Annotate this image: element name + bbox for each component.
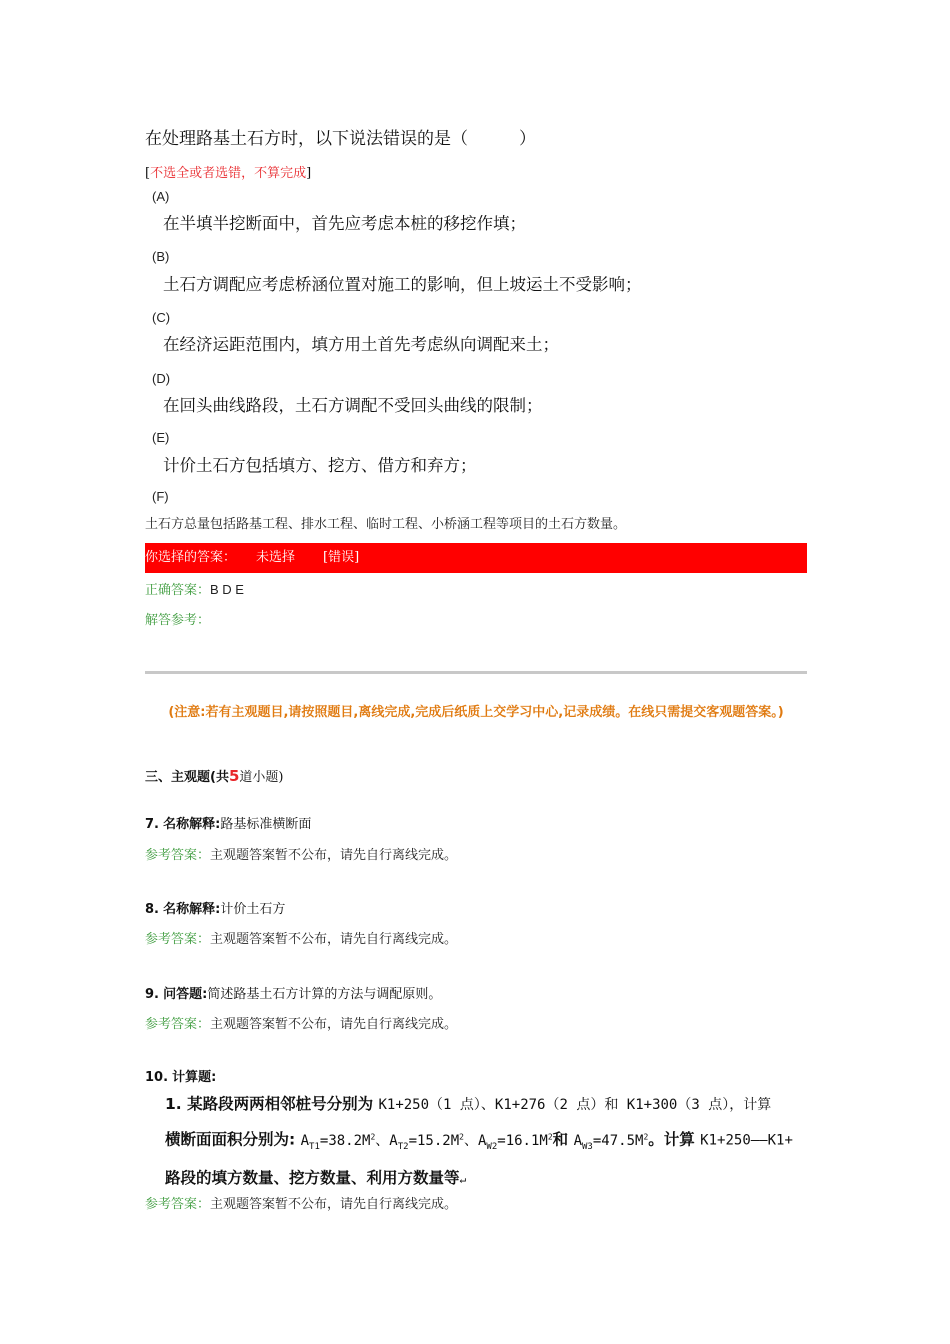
question-note-text: 不选全或者选错，不算完成 [150, 166, 307, 181]
calc-line-3: 路段的填方数量、挖方数量、利用方数量等↵ [165, 1169, 467, 1188]
section-count: 5 [228, 767, 240, 785]
subjective-answer-10: 参考答案：主观题答案暂不公布，请先自行离线完成。 [145, 1197, 458, 1212]
divider [145, 671, 807, 674]
option-letter-d: (D) [152, 371, 171, 386]
option-letter-e: (E) [152, 430, 170, 445]
option-text-d: 在回头曲线路段，土石方调配不受回头曲线的限制； [163, 396, 543, 415]
correct-answer-value: B D E [210, 582, 244, 597]
option-text-f: 土石方总量包括路基工程、排水工程、临时工程、小桥涵工程等项目的土石方数量。 [145, 517, 627, 532]
option-letter-f: (F) [152, 489, 169, 504]
subjective-answer-8: 参考答案：主观题答案暂不公布，请先自行离线完成。 [145, 932, 458, 947]
offline-notice: (注意:若有主观题目,请按照题目,离线完成,完成后纸质上交学习中心,记录成绩。在线只需提交客观题答案。) [168, 705, 784, 720]
option-letter-b: (B) [152, 249, 170, 264]
answer-reference-label: 解答参考： [145, 613, 211, 628]
subjective-question-9: 9. 问答题:简述路基土石方计算的方法与调配原则。 [145, 987, 442, 1002]
your-answer-value: 未选择 [256, 550, 296, 565]
option-text-b: 土石方调配应考虑桥涵位置对施工的影响，但上坡运土不受影响； [163, 275, 642, 294]
subjective-question-8: 8. 名称解释:计价土石方 [145, 902, 286, 917]
subjective-answer-7: 参考答案：主观题答案暂不公布，请先自行离线完成。 [145, 848, 458, 863]
question-note: [不选全或者选错，不算完成] [145, 166, 312, 181]
option-letter-c: (C) [152, 310, 171, 325]
option-text-c: 在经济运距范围内，填方用土首先考虑纵向调配来土； [163, 335, 559, 354]
calc-line-2: 横断面面积分别为: $A_{T1}=38.2M^2$、$A_{T2}=15.2M^2$、$A_{W2}=16.1M^2$和 $A_{W3}=47.5M^2$。计算 K1+250——K1+ [165, 1130, 793, 1152]
your-answer-bar [145, 543, 807, 573]
your-answer-label: 你选择的答案： [145, 550, 237, 565]
calculation-problem [165, 1088, 810, 1196]
subjective-answer-9: 参考答案：主观题答案暂不公布，请先自行离线完成。 [145, 1017, 458, 1032]
section-heading: 三、主观题(共5道小题) [145, 767, 284, 785]
your-answer-status: [错误] [323, 550, 360, 565]
subjective-question-7: 7. 名称解释:路基标准横断面 [145, 817, 312, 832]
option-letter-a: (A) [152, 189, 170, 204]
calc-line-1: 1. 某路段两两相邻桩号分别为 K1+250（1 点）、K1+276（2 点）和 K1+300（3 点），计算 [165, 1095, 772, 1113]
question-title: 在处理路基土石方时，以下说法错误的是（ ） [145, 129, 536, 149]
option-text-e: 计价土石方包括填方、挖方、借方和弃方； [163, 456, 477, 475]
subjective-question-10: 10. 计算题: [145, 1070, 217, 1085]
option-text-a: 在半填半挖断面中，首先应考虑本桩的移挖作填； [163, 214, 526, 233]
correct-answer-label: 正确答案： [145, 583, 211, 598]
correct-answer [145, 579, 244, 598]
